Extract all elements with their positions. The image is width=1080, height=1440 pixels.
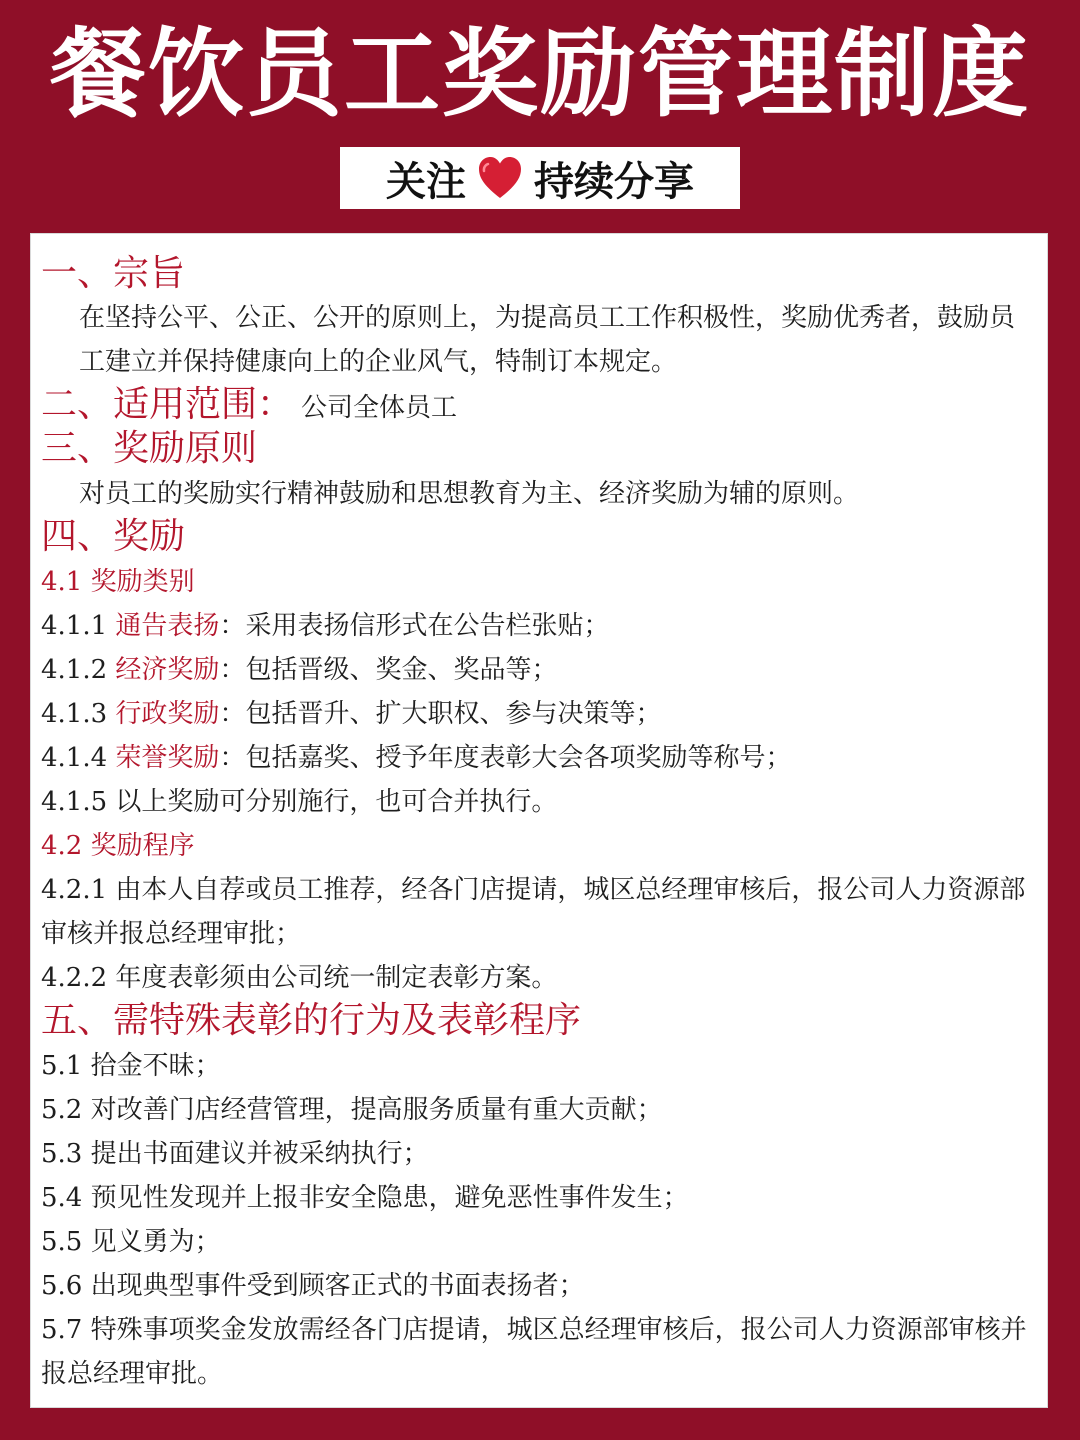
- item-desc: ：包括晋级、奖金、奖品等；: [219, 655, 558, 685]
- item-term: 行政奖励: [115, 699, 220, 729]
- reward-type-item: [41, 606, 609, 646]
- scope-text: 公司全体员工: [301, 393, 458, 423]
- section-heading-special-commendation: 五、需特殊表彰的行为及表彰程序: [41, 1000, 582, 1041]
- procedure-item-line: 4.2.1 由本人自荐或员工推荐，经各门店提请，城区总经理审核后，报公司人力资源部: [41, 875, 1026, 905]
- follow-text: 关注: [386, 158, 466, 205]
- section-heading-scope: [41, 382, 457, 428]
- section-heading-principle: 三、奖励原则: [41, 428, 258, 469]
- reward-type-item: 4.1.5 以上奖励可分别施行，也可合并执行。: [41, 787, 558, 817]
- reward-type-item: [41, 650, 557, 690]
- special-item: 5.1 拾金不昧；: [41, 1051, 221, 1081]
- special-item: 5.4 预见性发现并上报非安全隐患，避免恶性事件发生；: [41, 1183, 689, 1213]
- special-item: 报总经理审批。: [41, 1359, 224, 1389]
- special-item: 5.5 见义勇为；: [41, 1227, 221, 1257]
- item-desc: ：包括晋升、扩大职权、参与决策等；: [219, 699, 662, 729]
- scope-heading-label: 二、适用范围：: [41, 384, 294, 425]
- section-heading-rewards: 四、奖励: [41, 516, 186, 557]
- reward-type-item: [41, 738, 791, 778]
- subheading-reward-procedure: 4.2 奖励程序: [41, 831, 195, 861]
- purpose-text-line-2: 工建立并保持健康向上的企业风气，特制订本规定。: [79, 347, 678, 377]
- special-item: 5.7 特殊事项奖金发放需经各门店提请，城区总经理审核后，报公司人力资源部审核并: [41, 1315, 1027, 1345]
- special-item: 5.2 对改善门店经营管理，提高服务质量有重大贡献；: [41, 1095, 663, 1125]
- content-card: [30, 233, 1048, 1408]
- item-term: 通告表扬: [115, 611, 220, 641]
- item-term: 经济奖励: [115, 655, 220, 685]
- procedure-item-line: 4.2.2 年度表彰须由公司统一制定表彰方案。: [41, 963, 558, 993]
- special-item: 5.6 出现典型事件受到顾客正式的书面表扬者；: [41, 1271, 585, 1301]
- purpose-text-line-1: 在坚持公平、公正、公开的原则上，为提高员工工作积极性，奖励优秀者，鼓励员: [79, 303, 1016, 333]
- procedure-item-line: 审核并报总经理审批；: [41, 919, 302, 949]
- page-title: 餐饮员工奖励管理制度: [50, 18, 1030, 130]
- item-number: 4.1.3: [41, 699, 108, 729]
- subheading-reward-types: 4.1 奖励类别: [41, 567, 195, 597]
- share-text: 持续分享: [534, 158, 694, 205]
- item-term: 荣誉奖励: [115, 743, 220, 773]
- item-number: 4.1.1: [41, 611, 108, 641]
- follow-banner: [340, 147, 740, 209]
- item-desc: ：采用表扬信形式在公告栏张贴；: [219, 611, 610, 641]
- item-number: 4.1.2: [41, 655, 108, 685]
- item-number: 4.1.4: [41, 743, 108, 773]
- reward-type-item: [41, 694, 661, 734]
- principle-text: 对员工的奖励实行精神鼓励和思想教育为主、经济奖励为辅的原则。: [79, 479, 860, 509]
- special-item: 5.3 提出书面建议并被采纳执行；: [41, 1139, 429, 1169]
- item-desc: ：包括嘉奖、授予年度表彰大会各项奖励等称号；: [219, 743, 792, 773]
- heart-icon: [476, 154, 524, 202]
- section-heading-purpose: 一、宗旨: [41, 253, 186, 294]
